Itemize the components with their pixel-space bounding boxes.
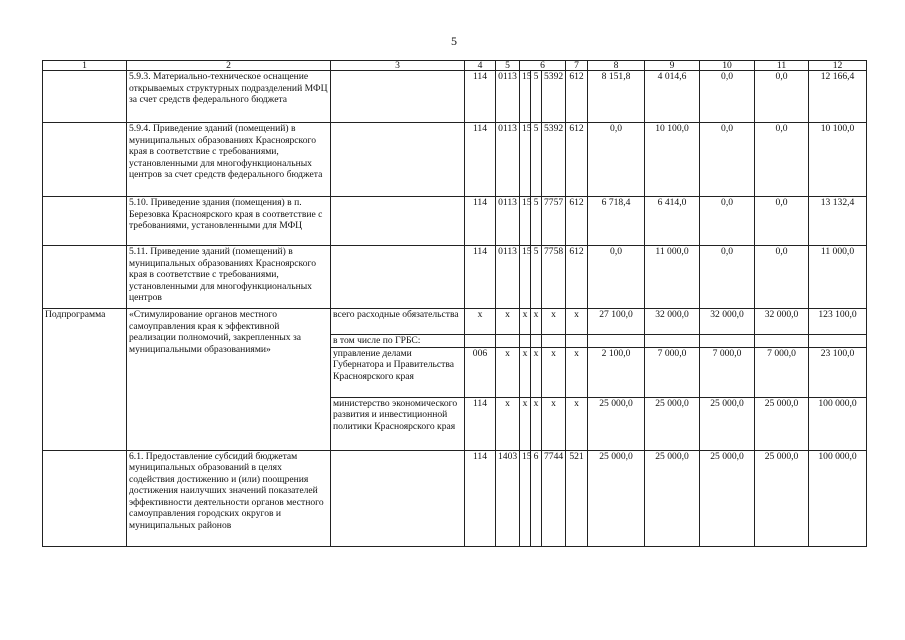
header-col-10: 10 <box>700 61 755 71</box>
subprogram-cell: х <box>531 347 542 397</box>
subprogram-cell: 5 <box>531 71 542 123</box>
budget-table <box>42 60 867 547</box>
vr-cell: 612 <box>566 123 588 197</box>
program-cell: х <box>520 397 531 450</box>
empty-cell <box>645 335 700 348</box>
code-cell: 7744 <box>542 450 566 546</box>
value-8: 27 100,0 <box>588 309 645 335</box>
table-row <box>43 450 867 546</box>
header-col-3: 3 <box>331 61 465 71</box>
vr-cell: х <box>566 347 588 397</box>
empty-cell <box>496 335 520 348</box>
header-col-11: 11 <box>755 61 809 71</box>
row-name: 5.9.4. Приведение зданий (помещений) в муниципальных образованиях Красноярского края в соответствие с требованиями, установленными для многофункциональных центров за счет средств федерального бюджета <box>127 123 331 197</box>
value-8: 0,0 <box>588 246 645 309</box>
subprogram-name: «Стимулирование органов местного самоуправления края к эффективной реализации полномочий, закрепленных за муниципальными образованиями» <box>127 309 331 451</box>
value-9: 6 414,0 <box>645 197 700 246</box>
grbs-cell: 114 <box>465 397 496 450</box>
rz-cell: х <box>496 309 520 335</box>
value-12: 11 000,0 <box>809 246 867 309</box>
value-11: 0,0 <box>755 197 809 246</box>
value-8: 0,0 <box>588 123 645 197</box>
value-9: 7 000,0 <box>645 347 700 397</box>
empty-cell <box>755 335 809 348</box>
rz-cell: 0113 <box>496 246 520 309</box>
empty-cell <box>542 335 566 348</box>
value-9: 4 014,6 <box>645 71 700 123</box>
code-cell: 7758 <box>542 246 566 309</box>
value-10: 7 000,0 <box>700 347 755 397</box>
vr-cell: 612 <box>566 71 588 123</box>
value-11: 0,0 <box>755 71 809 123</box>
grbs-cell: 006 <box>465 347 496 397</box>
subprogram-cell: 5 <box>531 246 542 309</box>
header-col-2: 2 <box>127 61 331 71</box>
value-8: 6 718,4 <box>588 197 645 246</box>
value-10: 0,0 <box>700 197 755 246</box>
header-col-7: 7 <box>566 61 588 71</box>
value-11: 0,0 <box>755 246 809 309</box>
vr-cell: 521 <box>566 450 588 546</box>
subprogram-cell: х <box>531 309 542 335</box>
value-12: 123 100,0 <box>809 309 867 335</box>
header-row <box>43 61 867 71</box>
value-12: 100 000,0 <box>809 397 867 450</box>
row-name: 5.11. Приведение зданий (помещений) в муниципальных образованиях Красноярского края в соответствие с требованиями, установленными для многофункциональных центров <box>127 246 331 309</box>
value-12: 100 000,0 <box>809 450 867 546</box>
table-row <box>43 246 867 309</box>
empty-cell <box>43 246 127 309</box>
incl-label: в том числе по ГРБС: <box>331 335 465 348</box>
value-10: 32 000,0 <box>700 309 755 335</box>
value-9: 25 000,0 <box>645 450 700 546</box>
vr-cell: х <box>566 397 588 450</box>
program-cell: 15 <box>520 123 531 197</box>
value-12: 23 100,0 <box>809 347 867 397</box>
empty-cell <box>331 71 465 123</box>
row-name: 5.9.3. Материально-техническое оснащение открываемых структурных подразделений МФЦ за счет средств федерального бюджета <box>127 71 331 123</box>
grbs-cell: 114 <box>465 71 496 123</box>
empty-cell <box>465 335 496 348</box>
subprogram-cell: 6 <box>531 450 542 546</box>
program-cell: 15 <box>520 246 531 309</box>
grbs-cell: 114 <box>465 197 496 246</box>
vr-cell: 612 <box>566 197 588 246</box>
program-cell: х <box>520 309 531 335</box>
grbs-cell: 114 <box>465 246 496 309</box>
header-col-8: 8 <box>588 61 645 71</box>
rz-cell: х <box>496 347 520 397</box>
row-name: 6.1. Предоставление субсидий бюджетам муниципальных образований в целях содействия достижению и (или) поощрения достижения наилучших значений показателей эффективности деятельности органов местного самоуправления городских округов и муниципальных районов <box>127 450 331 546</box>
header-col-5: 5 <box>496 61 520 71</box>
value-8: 25 000,0 <box>588 397 645 450</box>
grbs-cell: 114 <box>465 123 496 197</box>
table-row <box>43 197 867 246</box>
value-10: 25 000,0 <box>700 397 755 450</box>
header-col-6: 6 <box>520 61 566 71</box>
rz-cell: 1403 <box>496 450 520 546</box>
grbs-cell: х <box>465 309 496 335</box>
value-10: 25 000,0 <box>700 450 755 546</box>
value-11: 32 000,0 <box>755 309 809 335</box>
row-name: 5.10. Приведение здания (помещения) в п. Березовка Красноярского края в соответствие с требованиями, установленными для МФЦ <box>127 197 331 246</box>
program-cell: 15 <box>520 450 531 546</box>
total-label: всего расходные обязательства <box>331 309 465 335</box>
program-cell: х <box>520 347 531 397</box>
code-cell: х <box>542 397 566 450</box>
header-col-1: 1 <box>43 61 127 71</box>
empty-cell <box>566 335 588 348</box>
subprogram-total-row <box>43 309 867 335</box>
subprogram-label: Подпрограмма <box>43 309 127 451</box>
subprogram-cell: х <box>531 397 542 450</box>
empty-cell <box>331 246 465 309</box>
rz-cell: х <box>496 397 520 450</box>
vr-cell: х <box>566 309 588 335</box>
grbs-label: управление делами Губернатора и Правительства Красноярского края <box>331 347 465 397</box>
header-col-12: 12 <box>809 61 867 71</box>
rz-cell: 0113 <box>496 123 520 197</box>
code-cell: х <box>542 309 566 335</box>
empty-cell <box>43 123 127 197</box>
empty-cell <box>43 450 127 546</box>
value-11: 7 000,0 <box>755 347 809 397</box>
header-col-9: 9 <box>645 61 700 71</box>
value-8: 25 000,0 <box>588 450 645 546</box>
program-cell: 15 <box>520 197 531 246</box>
code-cell: х <box>542 347 566 397</box>
grbs-label: министерство экономического развития и инвестиционной политики Красноярского края <box>331 397 465 450</box>
value-9: 10 100,0 <box>645 123 700 197</box>
subprogram-cell: 5 <box>531 197 542 246</box>
grbs-cell: 114 <box>465 450 496 546</box>
header-col-4: 4 <box>465 61 496 71</box>
code-cell: 5392 <box>542 123 566 197</box>
empty-cell <box>43 71 127 123</box>
empty-cell <box>520 335 531 348</box>
subprogram-cell: 5 <box>531 123 542 197</box>
value-12: 10 100,0 <box>809 123 867 197</box>
code-cell: 5392 <box>542 71 566 123</box>
value-10: 0,0 <box>700 123 755 197</box>
value-9: 25 000,0 <box>645 397 700 450</box>
page-number: 5 <box>451 34 457 48</box>
value-9: 11 000,0 <box>645 246 700 309</box>
empty-cell <box>331 123 465 197</box>
table-row <box>43 71 867 123</box>
value-10: 0,0 <box>700 246 755 309</box>
empty-cell <box>588 335 645 348</box>
program-cell: 15 <box>520 71 531 123</box>
empty-cell <box>43 197 127 246</box>
vr-cell: 612 <box>566 246 588 309</box>
value-11: 25 000,0 <box>755 450 809 546</box>
rz-cell: 0113 <box>496 71 520 123</box>
value-8: 2 100,0 <box>588 347 645 397</box>
value-10: 0,0 <box>700 71 755 123</box>
value-9: 32 000,0 <box>645 309 700 335</box>
empty-cell <box>331 197 465 246</box>
value-12: 13 132,4 <box>809 197 867 246</box>
code-cell: 7757 <box>542 197 566 246</box>
value-11: 25 000,0 <box>755 397 809 450</box>
empty-cell <box>700 335 755 348</box>
value-12: 12 166,4 <box>809 71 867 123</box>
empty-cell <box>809 335 867 348</box>
value-11: 0,0 <box>755 123 809 197</box>
table-row <box>43 123 867 197</box>
rz-cell: 0113 <box>496 197 520 246</box>
empty-cell <box>331 450 465 546</box>
empty-cell <box>531 335 542 348</box>
value-8: 8 151,8 <box>588 71 645 123</box>
